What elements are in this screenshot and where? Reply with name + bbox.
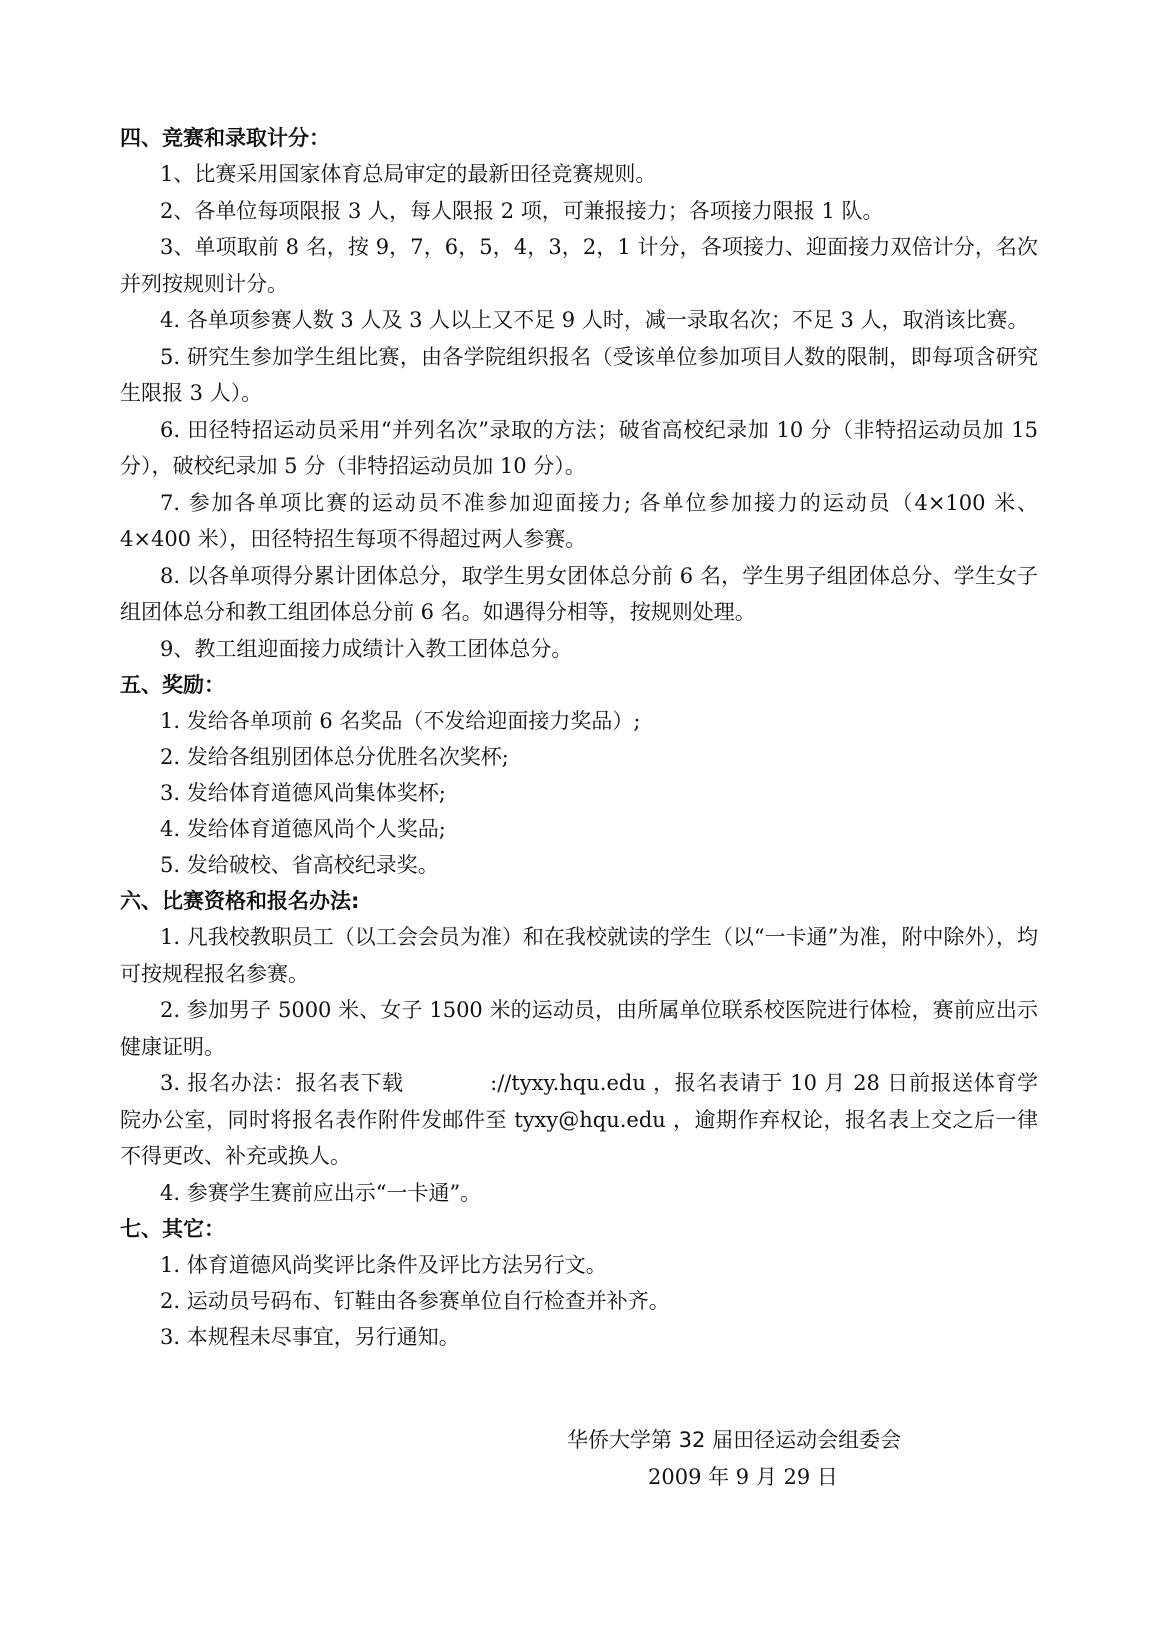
signature-date: 2009 年 9 月 29 日: [648, 1465, 838, 1489]
list-item: 3. 发给体育道德风尚集体奖杯;: [160, 781, 446, 805]
rule-paragraph: 3. 报名办法：报名表下载 ://tyxy.hqu.edu ，报名表请于 10 月 28 日前报送体育学院办公室，同时将报名表作附件发邮件至 tyxy@hqu.edu ，逾期作弃权论，报名表上交之后一律不得更改、补充或换人。: [120, 1071, 1038, 1168]
section-heading: 四、竞赛和录取计分：: [120, 126, 330, 150]
rule-paragraph: 1. 凡我校教职员工（以工会会员为准）和在我校就读的学生（以“一卡通”为准，附中除外），均可按规程报名参赛。: [120, 925, 1038, 986]
rule-paragraph: 5. 研究生参加学生组比赛，由各学院组织报名（受该单位参加项目人数的限制，即每项含研究生限报 3 人）。: [120, 344, 1038, 405]
section-other: [120, 1211, 1038, 1355]
section-heading: 六、比赛资格和报名办法:: [120, 889, 360, 913]
section-competition-scoring: [120, 120, 1038, 667]
rule-paragraph: 3、单项取前 8 名，按 9，7，6，5，4，3，2，1 计分，各项接力、迎面接力双倍计分，名次并列按规则计分。: [120, 235, 1038, 296]
rule-paragraph: 2. 参加男子 5000 米、女子 1500 米的运动员，由所属单位联系校医院进行体检，赛前应出示健康证明。: [120, 998, 1038, 1059]
list-item: 5. 发给破校、省高校纪录奖。: [160, 853, 439, 877]
rule-paragraph: 8. 以各单项得分累计团体总分，取学生男女团体总分前 6 名，学生男子组团体总分、学生女子组团体总分和教工组团体总分前 6 名。如遇得分相等，按规则处理。: [120, 563, 1038, 624]
list-item: 2. 运动员号码布、钉鞋由各参赛单位自行检查并补齐。: [160, 1289, 670, 1313]
rule-paragraph: 7. 参加各单项比赛的运动员不准参加迎面接力; 各单位参加接力的运动员（4×100 米、4×400 米），田径特招生每项不得超过两人参赛。: [120, 490, 1038, 551]
rule-paragraph: 9、教工组迎面接力成绩计入教工团体总分。: [160, 636, 573, 661]
rule-paragraph: 2、各单位每项限报 3 人，每人限报 2 项，可兼报接力；各项接力限报 1 队。: [160, 198, 884, 223]
rule-paragraph: 6. 田径特招运动员采用“并列名次”录取的方法；破省高校纪录加 10 分（非特招运动员加 15 分），破校纪录加 5 分（非特招运动员加 10 分）。: [120, 417, 1038, 478]
list-item: 1. 发给各单项前 6 名奖品（不发给迎面接力奖品）;: [160, 709, 641, 733]
section-heading: 五、奖励：: [120, 673, 225, 697]
section-awards: [120, 667, 1038, 883]
list-item: 4. 发给体育道德风尚个人奖品;: [160, 817, 446, 841]
list-item: 2. 发给各组别团体总分优胜名次奖杯;: [160, 745, 509, 769]
rule-paragraph: 4. 各单项参赛人数 3 人及 3 人以上又不足 9 人时，减一录取名次；不足 3 人，取消该比赛。: [160, 308, 1029, 332]
rule-paragraph: 1、比赛采用国家体育总局审定的最新田径竞赛规则。: [160, 162, 657, 186]
list-item: 1. 体育道德风尚奖评比条件及评比方法另行文。: [160, 1253, 607, 1277]
section-heading: 七、其它：: [120, 1217, 225, 1241]
section-eligibility-registration: [120, 883, 1038, 1211]
rule-paragraph: 4. 参赛学生赛前应出示“一卡通”。: [160, 1180, 482, 1205]
document-page: [120, 120, 1038, 1489]
signature-organization: 华侨大学第 32 届田径运动会组委会: [567, 1428, 902, 1452]
list-item: 3. 本规程未尽事宜，另行通知。: [160, 1325, 460, 1349]
